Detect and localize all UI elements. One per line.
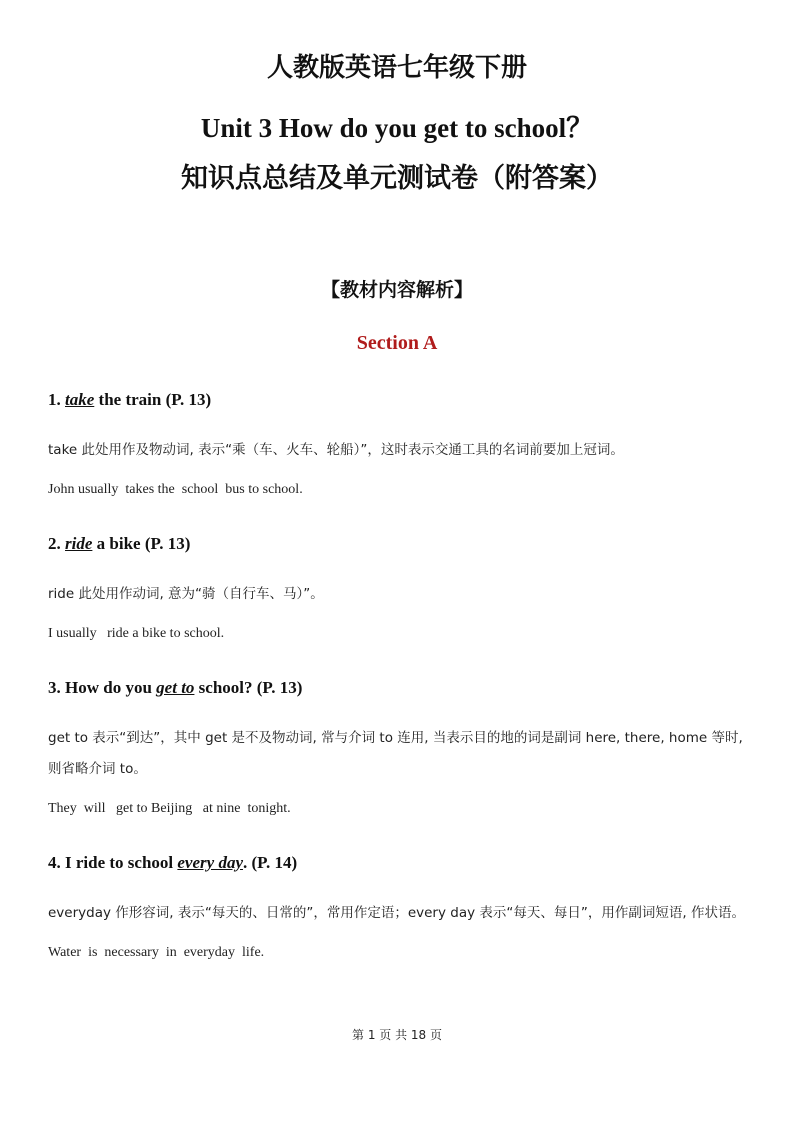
item-heading-suffix: the train (P. 13) (94, 390, 212, 409)
item-explanation: ride 此处用作动词, 意为“骑（自行车、马）”。 (48, 586, 324, 602)
item-heading-suffix: . (P. 14) (242, 853, 298, 872)
doc-title-line2: Unit 3 How do you get to school？ (200, 113, 594, 143)
item-heading-prefix: 2. (48, 534, 65, 553)
page-number-footer: 第 1 页 共 18 页 (352, 1028, 442, 1042)
knowledge-item-3 (48, 677, 758, 819)
item-heading (48, 533, 758, 555)
item-heading-prefix: 1. (48, 390, 65, 409)
doc-title-line3: 知识点总结及单元测试卷（附答案） (181, 163, 613, 194)
item-keyword: get to (156, 678, 195, 697)
item-heading-suffix: a bike (P. 13) (92, 534, 191, 553)
knowledge-item-4 (48, 852, 758, 963)
item-explanation: take 此处用作及物动词, 表示“乘（车、火车、轮船）”，这时表示交通工具的名词前要加上冠词。 (48, 442, 624, 458)
item-example: I usually ride a bike to school. (48, 626, 225, 641)
item-heading-prefix: 3. How do you (48, 678, 157, 697)
knowledge-item-1 (48, 389, 758, 500)
item-explanation: get to 表示“到达”，其中 get 是不及物动词, 常与介词 to 连用, 当表示目的地的词是副词 here, there, home 等时, 则省略介词 to。 (48, 730, 743, 777)
item-heading (48, 852, 758, 874)
item-example: Water is necessary in everyday life. (48, 945, 265, 960)
item-heading-prefix: 4. I ride to school (48, 853, 178, 872)
knowledge-item-2 (48, 533, 758, 644)
item-keyword: take (65, 390, 95, 409)
item-heading-suffix: school? (P. 13) (194, 678, 303, 697)
item-keyword: ride (65, 534, 93, 553)
item-heading (48, 389, 758, 411)
section-title: Section A (356, 332, 438, 354)
item-heading (48, 677, 758, 699)
item-keyword: every day (177, 853, 243, 872)
item-example: John usually takes the school bus to school. (48, 482, 303, 497)
item-explanation: everyday 作形容词, 表示“每天的、日常的”，常用作定语；every day 表示“每天、每日”，用作副词短语, 作状语。 (48, 905, 745, 921)
doc-title-line1: 人教版英语七年级下册 (266, 53, 527, 83)
item-example: They will get to Beijing at nine tonight. (48, 801, 291, 816)
section-bracket-heading: 【教材内容解析】 (320, 279, 473, 301)
